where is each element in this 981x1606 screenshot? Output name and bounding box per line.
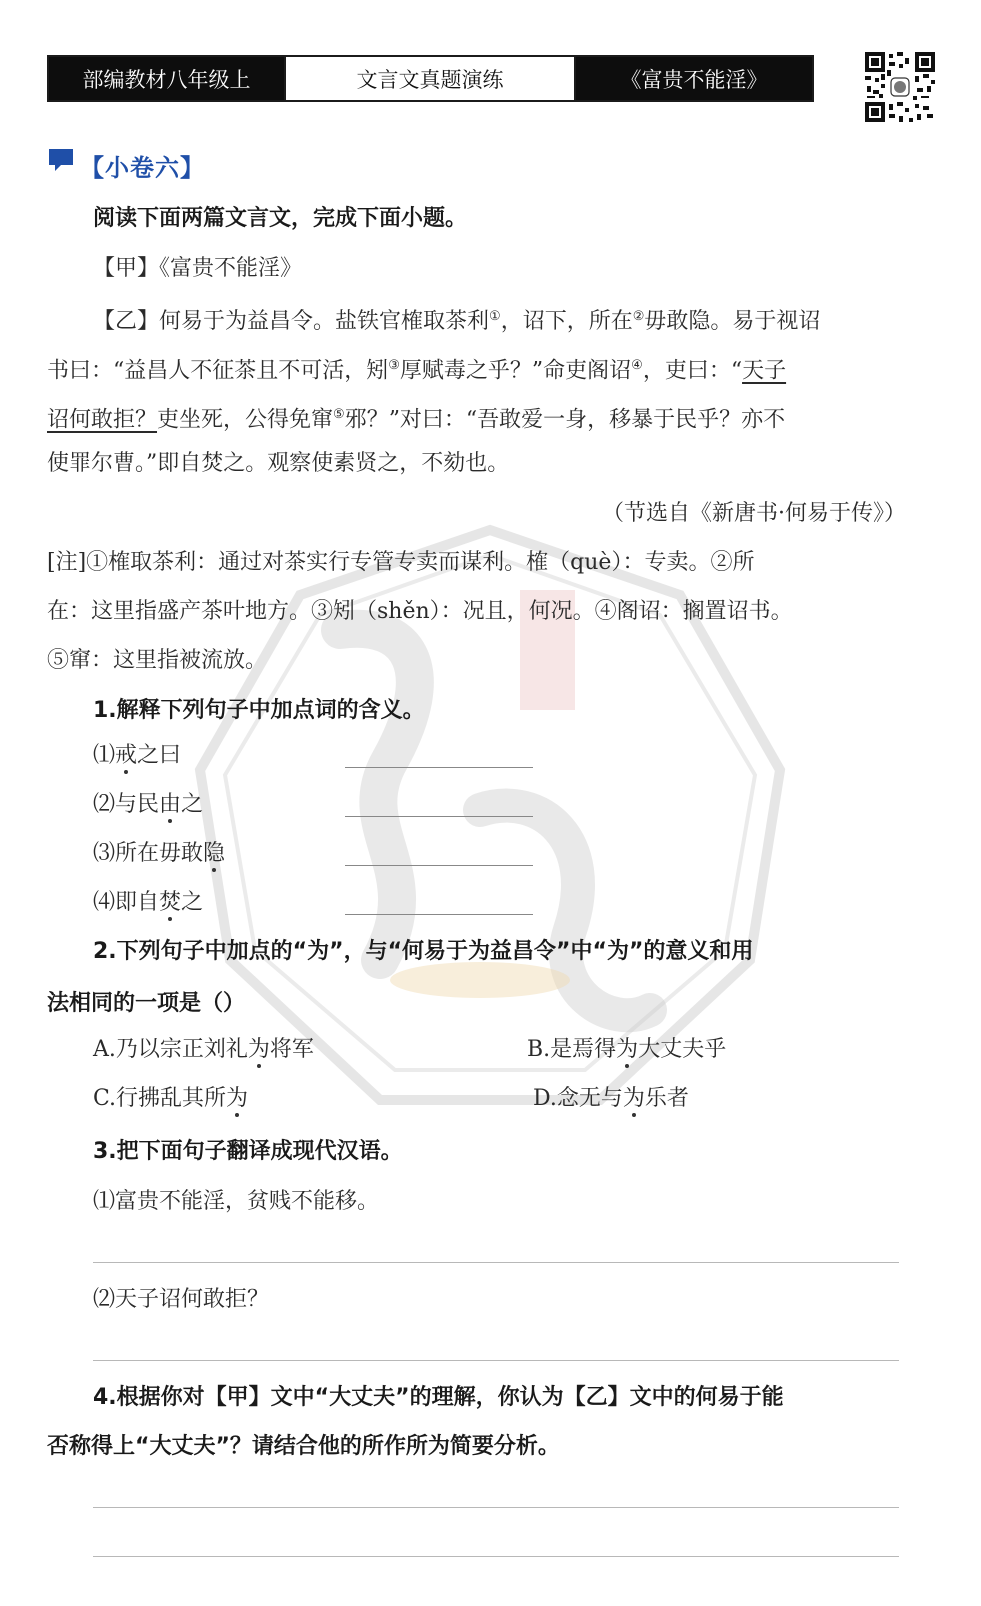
passage-b-line-4: 使罪尔曹。”即自焚之。观察使素贤之，不劾也。 bbox=[47, 451, 510, 476]
answer-blank-1[interactable] bbox=[345, 767, 533, 768]
q2-title-line-2: 法相同的一项是（） bbox=[47, 991, 246, 1016]
q3-sentence-1: ⑴富贵不能淫，贫贱不能移。 bbox=[93, 1189, 380, 1214]
q1-item-2: ⑵与民由之 bbox=[93, 792, 204, 817]
answer-blank-3[interactable] bbox=[345, 865, 533, 866]
q2-option-c[interactable]: C.行拂乱其所为 bbox=[93, 1086, 249, 1111]
section-icon bbox=[47, 147, 75, 173]
answer-line-q3-2[interactable] bbox=[93, 1360, 899, 1361]
header-lesson: 《富贵不能淫》 bbox=[576, 57, 812, 100]
answer-line-q4-1[interactable] bbox=[93, 1507, 899, 1508]
qr-code-icon bbox=[865, 52, 935, 122]
q4-title-line-2: 否称得上“大丈夫”？请结合他的所作所为简要分析。 bbox=[47, 1434, 560, 1459]
q3-title: 3.把下面句子翻译成现代汉语。 bbox=[93, 1139, 403, 1164]
notes-line-2: 在：这里指盛产茶叶地方。③矧（shěn）：况且，何况。④阁诏：搁置诏书。 bbox=[47, 599, 793, 624]
answer-line-q4-2[interactable] bbox=[93, 1556, 899, 1557]
notes-line-3: ⑤窜：这里指被流放。 bbox=[47, 648, 268, 673]
q2-title-line-1: 2.下列句子中加点的“为”，与“何易于为益昌令”中“为”的意义和用 bbox=[93, 939, 754, 964]
q4-title-line-1: 4.根据你对【甲】文中“大丈夫”的理解，你认为【乙】文中的何易于能 bbox=[93, 1385, 784, 1410]
underlined-phrase-end: 诏何敢拒？ bbox=[47, 407, 158, 433]
q1-item-1: ⑴戒之曰 bbox=[93, 743, 182, 768]
section-title: 【小卷六】 bbox=[80, 154, 205, 182]
passage-b-source: （节选自《新唐书·何易于传》） bbox=[602, 501, 906, 526]
q1-item-3: ⑶所在毋敢隐 bbox=[93, 841, 226, 866]
q2-option-d[interactable]: D.念无与为乐者 bbox=[533, 1086, 689, 1111]
q3-sentence-2: ⑵天子诏何敢拒？ bbox=[93, 1287, 270, 1312]
passage-b-line-1: 【乙】何易于为益昌令。盐铁官榷取茶利①，诏下，所在②毋敢隐。易于视诏 bbox=[47, 301, 937, 338]
q2-option-b[interactable]: B.是焉得为大丈夫乎 bbox=[527, 1037, 727, 1062]
q1-title: 1.解释下列句子中加点词的含义。 bbox=[93, 698, 425, 723]
q1-item-4: ⑷即自焚之 bbox=[93, 890, 204, 915]
answer-blank-2[interactable] bbox=[345, 816, 533, 817]
notes-line-1: [注]①榷取茶利：通过对茶实行专管专卖而谋利。榷（què）：专卖。②所 bbox=[47, 550, 755, 575]
instruction: 阅读下面两篇文言文，完成下面小题。 bbox=[93, 206, 468, 231]
header-bar bbox=[47, 55, 814, 102]
q2-option-a[interactable]: A.乃以宗正刘礼为将军 bbox=[93, 1037, 314, 1062]
passage-b-label: 【乙】 bbox=[93, 309, 160, 335]
passage-b-line-2: 书曰：“益昌人不征茶且不可活，矧③厚赋毒之乎？”命吏阁诏④，吏曰：“天子 bbox=[47, 358, 787, 384]
underlined-phrase-start: 天子 bbox=[742, 358, 787, 384]
header-grade: 部编教材八年级上 bbox=[49, 57, 284, 100]
answer-blank-4[interactable] bbox=[345, 914, 533, 915]
passage-a-title: 【甲】《富贵不能淫》 bbox=[93, 256, 303, 281]
passage-b-line-3: 诏何敢拒？吏坐死，公得免窜⑤邪？”对曰：“吾敢爱一身，移暴于民乎？亦不 bbox=[47, 407, 786, 433]
answer-line-q3-1[interactable] bbox=[93, 1262, 899, 1263]
header-category: 文言文真题演练 bbox=[284, 57, 576, 100]
